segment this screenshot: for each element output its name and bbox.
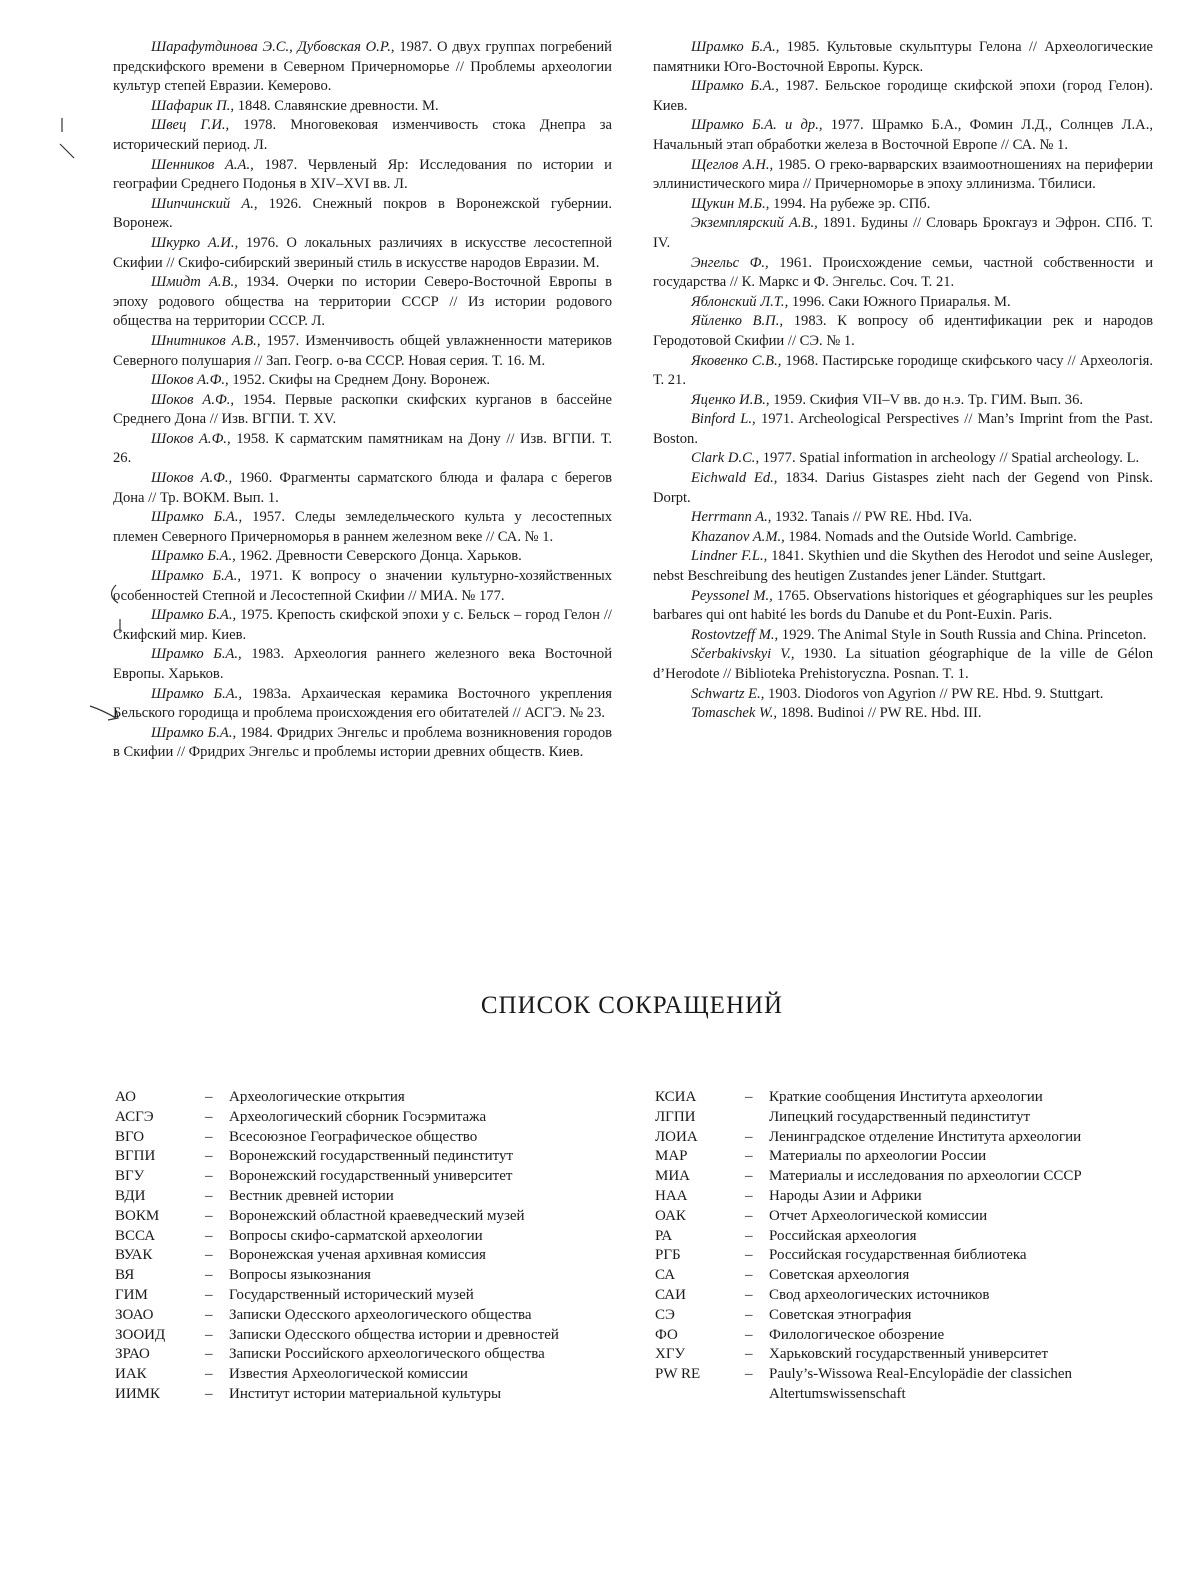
abbreviation-dash: – [745,1089,753,1105]
abbreviation-description: Отчет Археологической комиссии [769,1207,988,1224]
abbreviation-dash: – [745,1168,753,1185]
entry-author: Khazanov A.M., [691,528,785,545]
abbreviation-dash: – [205,1168,213,1185]
bibliography-entry [653,293,1153,313]
entry-author: Peyssonel M., [691,587,773,604]
abbreviation-code: ИАК [115,1366,147,1383]
bibliography-right-column [653,38,1153,724]
entry-text: 1952. Скифы на Среднем Дону. Воронеж. [228,372,491,389]
abbreviations-left-column [115,1088,615,1405]
abbreviation-dash: – [205,1286,213,1303]
abbreviation-dash: – [205,1385,213,1402]
abbreviation-row [655,1306,1155,1326]
entry-author: Шрамко Б.А., [151,646,242,663]
bibliography-entry [653,547,1153,586]
entry-text: 1848. Славянские древности. М. [234,97,439,114]
entry-author: Шкурко А.И., [151,234,239,251]
entry-text: 1765. Observations historiques et géographiques sur les peuples barbares qui ont habité les bords du Danube et du Pont-Euxin. Paris. [653,587,1153,624]
abbreviation-code: АО [115,1089,136,1105]
entry-author: Шипчинский А., [151,195,258,212]
abbreviation-dash: – [205,1366,213,1383]
abbreviation-row [655,1365,1155,1405]
abbreviation-row [655,1286,1155,1306]
abbreviation-description: Воронежский государственный университет [229,1168,513,1185]
abbreviation-description: Археологический сборник Госэрмитажа [229,1108,487,1125]
abbreviation-dash: – [205,1148,213,1165]
entry-text: 1994. На рубеже эр. СПб. [769,195,931,212]
abbreviation-dash: – [745,1187,753,1204]
bibliography-entry [653,38,1153,77]
abbreviation-row [655,1266,1155,1286]
bibliography-entry [653,156,1153,195]
bibliography-entry [113,469,612,508]
bibliography-entry [113,430,612,469]
bibliography-entry [113,391,612,430]
entry-author: Яблонский Л.Т., [691,293,789,310]
entry-author: Шрамко Б.А., [691,78,779,95]
entry-text: 1841. Skythien und die Skythen des Herodot und seine Ausleger, nebst Beschreibung des heutigen Zustandes jener Länder. Stuttgart. [653,548,1153,585]
abbreviation-dash: – [745,1227,753,1244]
entry-author: Швец Г.И., [151,117,230,134]
entry-text: 1960. Фрагменты сарматского блюда и фалара с берегов Дона // Тр. ВОКМ. Вып. 1. [113,470,613,506]
abbreviation-dash: – [205,1207,213,1224]
abbreviation-dash: – [205,1089,213,1105]
abbreviation-code: ХГУ [655,1346,686,1363]
abbreviation-row [655,1088,1155,1108]
abbreviation-code: ЗРАО [115,1346,150,1363]
abbreviation-code: СА [655,1267,676,1284]
entry-text: 1977. Spatial information in archeology // Spatial archeology. L. [759,450,1140,467]
entry-author: Шенников А.А., [151,156,254,173]
bibliography-entry [113,116,612,155]
entry-author: Clark D.C., [691,450,760,467]
abbreviation-description: Записки Одесского археологического общества [229,1306,532,1323]
abbreviation-description: Материалы по археологии России [769,1148,987,1165]
entry-text: 1983. Археология раннего железного века Восточной Европы. Харьков. [113,646,613,682]
entry-author: Шрамко Б.А., [151,568,242,585]
abbreviation-dash: – [745,1366,753,1383]
abbreviation-code: ЗОАО [115,1306,154,1323]
abbreviation-code: ГИМ [115,1286,148,1303]
abbreviation-row [115,1227,615,1247]
bibliography-entry [653,391,1153,411]
abbreviation-code: АСГЭ [115,1108,154,1125]
abbreviation-description: Государственный исторический музей [229,1286,474,1303]
abbreviation-code: ЛОИА [655,1128,698,1145]
abbreviation-code: САИ [655,1286,686,1303]
abbreviation-dash: – [745,1247,753,1264]
abbreviation-description: Всесоюзное Географическое общество [229,1128,478,1145]
abbreviation-description: Российская государственная библиотека [769,1247,1027,1264]
bibliography-entry [653,587,1153,626]
abbreviation-description: Народы Азии и Африки [769,1187,922,1204]
entry-author: Шрамко Б.А., [151,607,237,624]
abbreviation-dash: – [205,1128,213,1145]
abbreviation-code: КСИА [655,1089,697,1105]
abbreviation-dash: – [745,1267,753,1284]
abbreviation-code: ФО [655,1326,678,1343]
abbreviation-code: РА [655,1227,673,1244]
abbreviation-row [655,1128,1155,1148]
abbreviation-code: ВДИ [115,1187,146,1204]
entry-text: 1977. Шрамко Б.А., Фомин Л.Д., Солнцев Л.А., Начальный этап обработки железа в Восточной Европе // СА. № 1. [653,117,1154,153]
entry-author: Шмидт А.В., [151,274,238,291]
bibliography-left-column [113,38,612,763]
bibliography-entry [653,410,1153,449]
bibliography-entry [113,724,612,763]
abbreviation-dash: – [745,1207,753,1224]
entry-text: 1834. Darius Gistaspes zieht nach der Gegend von Pinsk. Dorpt. [653,470,1153,506]
abbreviation-description: Вопросы скифо-сарматской археологии [229,1227,483,1244]
abbreviation-description: Воронежская ученая архивная комиссия [229,1247,486,1264]
entry-text: 1976. О локальных различиях в искусстве лесостепной Скифии // Скифо-сибирский звериный стиль в искусстве народов Евразии. М. [113,234,613,271]
abbreviation-code: ВГПИ [115,1148,156,1165]
abbreviation-code: ЛГПИ [655,1108,696,1125]
bibliography-entry [653,645,1153,684]
abbreviation-row [115,1266,615,1286]
abbreviation-code: ВОКМ [115,1207,160,1224]
entry-author: Lindner F.L., [691,548,768,565]
abbreviation-dash: – [205,1267,213,1284]
entry-text: 1978. Многовековая изменчивость стока Днепра за исторический период. Л. [113,117,612,153]
entry-author: Шарафутдинова Э.С., Дубовская О.Р., [151,39,395,55]
abbreviation-row [655,1108,1155,1128]
entry-text: 1968. Пастирське городище скифського часу // Археологiя. Т. 21. [653,352,1153,389]
bibliography-entry [653,214,1153,253]
abbreviation-description: Институт истории материальной культуры [229,1385,502,1402]
entry-text: 1926. Снежный покров в Воронежской губернии. Воронеж. [113,195,613,232]
entry-author: Schwartz E., [691,685,765,702]
bibliography-entry [653,528,1153,548]
entry-text: 1983а. Архаическая керамика Восточного укрепления Бельского городища и проблема происхождения его обитателей // АСГЭ. № 23. [113,685,612,722]
abbreviation-dash: – [745,1286,753,1303]
entry-author: Щеглов А.Н., [691,156,774,173]
abbreviation-code: ЗООИД [115,1326,166,1343]
abbreviation-row [115,1108,615,1128]
entry-text: 1996. Саки Южного Приаралья. М. [788,293,1011,310]
abbreviation-description: Липецкий государственный пединститут [769,1108,1031,1125]
pen-mark-margin [56,116,80,160]
abbreviation-description: Свод археологических источников [769,1286,990,1303]
entry-text: 1971. К вопросу о значении культурно-хозяйственных особенностей Степной и Лесостепной Скифии // МИА. № 177. [113,568,612,604]
abbreviations-right-column [655,1088,1155,1405]
abbreviation-row [655,1207,1155,1227]
abbreviation-row [655,1187,1155,1207]
entry-author: Экземплярский А.В., [691,215,818,232]
entry-author: Шрамко Б.А. и др., [691,117,823,134]
entry-text: 1929. The Animal Style in South Russia and China. Princeton. [778,626,1147,643]
abbreviation-description: Археологические открытия [229,1089,405,1105]
bibliography-entry [653,77,1153,116]
bibliography-entry [113,97,612,117]
bibliography-entry [113,156,612,195]
abbreviation-description: Филологическое обозрение [769,1326,945,1343]
entry-author: Шрамко Б.А., [151,724,237,741]
entry-author: Binford L., [691,411,756,428]
bibliography-entry [113,38,612,97]
abbreviation-code: РГБ [655,1247,681,1264]
entry-author: Шоков А.Ф., [151,430,231,447]
abbreviation-code: ОАК [655,1207,686,1224]
entry-text: 1987. О двух группах погребений предскифского времени в Северном Причерноморье // Проблемы археологии культур степей Евразии. Кемерово. [113,39,612,95]
entry-text: 1934. Очерки по истории Северо-Восточной Европы в эпоху родового общества на территории СССР // Из истории родового общества на территории СССР. Л. [113,274,612,330]
abbreviation-dash: – [745,1326,753,1343]
abbreviation-code: ВГУ [115,1168,145,1185]
entry-text: 1984. Nomads and the Outside World. Cambrige. [784,528,1077,545]
bibliography-entry [113,273,612,332]
entry-author: Шрамко Б.А., [691,39,780,55]
abbreviation-description: Pauly’s-Wissowa Real-Encylopädie der classichen Altertumswissenschaft [769,1366,1073,1402]
abbreviation-code: PW RE [655,1366,701,1383]
abbreviation-row [115,1345,615,1365]
abbreviation-code: ВССА [115,1227,156,1244]
entry-text: 1971. Archeological Perspectives // Man’s Imprint from the Past. Boston. [653,411,1153,447]
bibliography-entry [113,371,612,391]
entry-author: Щукин М.Б., [691,195,770,212]
abbreviation-code: СЭ [655,1306,675,1323]
abbreviation-description: Советская археология [769,1267,910,1284]
entry-author: Яковенко С.В., [691,352,782,369]
abbreviation-row [115,1207,615,1227]
entry-text: 1932. Tanais // PW RE. Hbd. IVa. [771,509,973,526]
abbreviation-row [115,1187,615,1207]
entry-text: 1930. La situation géographique de la ville de Gélon d’Herodote // Biblioteka Prehistoryczna. Posnan. T. 1. [653,646,1153,682]
entry-text: 1985. Культовые скульптуры Гелона // Археологические памятники Юго-Восточной Европы. Курск. [653,39,1153,75]
bibliography-entry [653,254,1153,293]
entry-author: Шрамко Б.А., [151,685,242,702]
abbreviations-heading: СПИСОК СОКРАЩЕНИЙ [480,992,784,1019]
bibliography-entry [653,704,1153,724]
entry-text: 1987. Червленый Яр: Исследования по истории и географии Среднего Подонья в XIV–XVI вв. Л. [113,156,612,193]
entry-text: 1984. Фридрих Энгельс и проблема возникновения городов в Скифии // Фридрих Энгельс и проблемы истории древних обществ. Киев. [113,724,613,761]
abbreviation-dash: – [205,1247,213,1264]
abbreviation-row [115,1286,615,1306]
bibliography-entry [653,195,1153,215]
abbreviation-code: ВУАК [115,1247,153,1264]
entry-author: Шафарик П., [151,97,235,114]
abbreviation-dash: – [205,1346,213,1363]
abbreviation-row [115,1147,615,1167]
abbreviation-code: ВЯ [115,1267,135,1284]
bibliography-entry [113,685,612,724]
entry-text: 1958. К сарматским памятникам на Дону // Изв. ВГПИ. Т. 26. [113,430,613,467]
entry-author: Herrmann A., [691,509,772,526]
entry-author: Шоков А.Ф., [151,372,229,389]
abbreviation-row [115,1326,615,1346]
entry-author: Eichwald Ed., [691,470,778,487]
abbreviation-description: Советская этнография [769,1306,912,1323]
abbreviation-description: Краткие сообщения Института археологии [769,1089,1043,1105]
abbreviation-row [115,1246,615,1266]
entry-author: Шрамко Б.А., [151,509,243,526]
abbreviation-code: НАА [655,1187,688,1204]
abbreviation-description: Ленинградское отделение Института археологии [769,1128,1082,1145]
abbreviation-row [115,1167,615,1187]
abbreviation-description: Вопросы языкознания [229,1267,371,1284]
bibliography-entry [653,469,1153,508]
abbreviation-description: Материалы и исследования по археологии СССР [769,1168,1082,1185]
entry-author: Энгельс Ф., [691,254,769,271]
abbreviation-row [655,1345,1155,1365]
entry-text: 1962. Древности Северского Донца. Харьков. [235,548,522,565]
bibliography-entry [653,508,1153,528]
entry-text: 1985. О греко-варварских взаимоотношениях на периферии эллинистического мира // Причерноморье в эпоху эллинизма. Тбилиси. [653,156,1154,193]
entry-author: Шоков А.Ф., [151,470,233,487]
abbreviation-row [115,1128,615,1148]
abbreviation-description: Известия Археологической комиссии [229,1366,468,1383]
bibliography-entry [113,567,612,606]
bibliography-entry [653,116,1153,155]
abbreviation-row [115,1385,615,1405]
entry-text: 1957. Следы земледельческого культа у лесостепных племен Северного Причерноморья в раннем железном веке // СА. № 1. [113,509,612,545]
bibliography-entry [113,547,612,567]
entry-author: Шрамко Б.А., [151,548,236,565]
bibliography-entry [113,332,612,371]
bibliography-entry [113,645,612,684]
bibliography-entry [653,352,1153,391]
entry-author: Tomaschek W., [691,705,778,722]
abbreviation-code: МАР [655,1148,688,1165]
bibliography-entry [653,449,1153,469]
abbreviation-description: Вестник древней истории [229,1187,394,1204]
abbreviation-row [655,1147,1155,1167]
abbreviation-dash: – [745,1148,753,1165]
abbreviation-row [115,1365,615,1385]
entry-text: 1987. Бельское городище скифской эпохи (город Гелон). Киев. [653,78,1153,114]
entry-text: 1961. Происхождение семьи, частной собственности и государства // К. Маркс и Ф. Энгельс. Соч. Т. 21. [653,254,1153,291]
bibliography-entry [113,508,612,547]
entry-text: 1975. Крепость скифской эпохи у с. Бельск – город Гелон // Скифский мир. Киев. [113,607,612,643]
entry-author: Шнитников А.В., [151,332,261,349]
abbreviation-code: ВГО [115,1128,145,1145]
abbreviation-dash: – [205,1108,213,1125]
abbreviation-row [655,1227,1155,1247]
bibliography-entry [113,195,612,234]
entry-author: Rostovtzeff M., [691,626,779,643]
abbreviation-description: Записки Одесского общества истории и древностей [229,1326,559,1343]
bibliography-entry [653,626,1153,646]
entry-text: 1983. К вопросу об идентификации рек и народов Геродотовой Скифии // СЭ. № 1. [653,313,1154,349]
abbreviation-dash: – [205,1306,213,1323]
abbreviation-row [655,1326,1155,1346]
abbreviation-dash: – [745,1128,753,1145]
bibliography-entry [653,312,1153,351]
bibliography-entry [653,685,1153,705]
abbreviation-dash: – [205,1326,213,1343]
entry-text: 1957. Изменчивость общей увлажненности материков Северного полушария // Зап. Геогр. о-ва СССР. Новая серия. Т. 16. М. [113,332,612,369]
bibliography-entry [113,606,612,645]
abbreviation-row [655,1246,1155,1266]
abbreviation-dash: – [745,1346,753,1363]
abbreviation-description: Воронежский областной краеведческий музей [229,1207,525,1224]
entry-author: Шоков А.Ф., [151,391,235,408]
entry-text: 1903. Diodoros von Agyrion // PW RE. Hbd. 9. Stuttgart. [764,685,1104,702]
abbreviation-dash: – [205,1187,213,1204]
abbreviation-description: Записки Российского археологического общества [229,1346,545,1363]
abbreviation-code: МИА [655,1168,691,1185]
abbreviation-row [115,1088,615,1108]
abbreviation-description: Российская археология [769,1227,917,1244]
entry-author: Sčerbakivskyi V., [691,646,795,663]
abbreviation-row [655,1167,1155,1187]
entry-text: 1898. Budinoi // PW RE. Hbd. III. [777,705,982,722]
abbreviation-dash: – [205,1227,213,1244]
abbreviation-row [115,1306,615,1326]
entry-author: Яценко И.В., [691,391,770,408]
abbreviation-dash: – [745,1306,753,1323]
abbreviation-description: Воронежский государственный пединститут [229,1148,514,1165]
abbreviation-description: Харьковский государственный университет [769,1346,1048,1363]
entry-text: 1891. Будины // Словарь Брокгауз и Эфрон. СПб. Т. IV. [653,215,1153,251]
bibliography-entry [113,234,612,273]
entry-text: 1959. Скифия VII–V вв. до н.э. Тр. ГИМ. Вып. 36. [769,391,1084,408]
entry-author: Яйленко В.П., [691,313,784,330]
abbreviation-code: ИИМК [115,1385,161,1402]
entry-text: 1954. Первые раскопки скифских курганов в бассейне Среднего Дона // Изв. ВГПИ. Т. XV. [113,391,612,428]
